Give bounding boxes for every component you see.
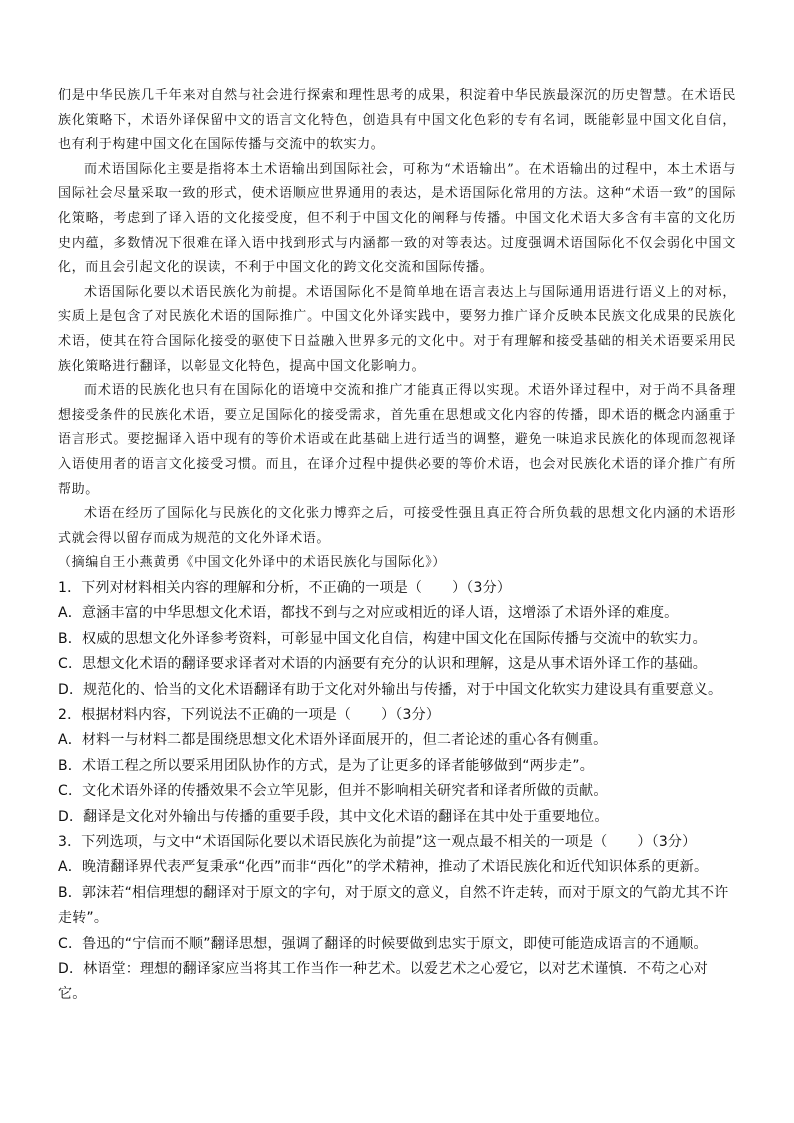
option-d: D．规范化的、恰当的文化术语翻译有助于文化对外输出与传播，对于中国文化软实力建设具有重要意义。 [58, 681, 723, 698]
question-2 [58, 703, 736, 830]
question-3 [58, 830, 736, 1008]
option-b: B．郭沫若“相信理想的翻译对于原文的字句，对于原文的意义，自然不许走转，而对于原文的气韵尤其不许走转”。 [58, 884, 729, 927]
stem-text: 1．下列对材料相关内容的理解和分析，不正确的一项是（ [58, 579, 423, 596]
option-c: C．文化术语外译的传播效果不会立竿见影，但并不影响相关研究者和译者所做的贡献。 [58, 783, 608, 800]
option-a: A．材料一与材料二都是围绕思想文化术语外译面展开的，但二者论述的重心各有侧重。 [58, 732, 608, 749]
question-1 [58, 576, 736, 703]
option-d: D．林语堂：理想的翻译家应当将其工作当作一种艺术。以爱艺术之心爱它，以对艺术谨慎．不苟之心对它。 [58, 960, 708, 1003]
option-b: B．权威的思想文化外译参考资料，可彰显中国文化自信，构建中国文化在国际传播与交流中的软实力。 [58, 630, 707, 647]
exam-page [58, 84, 736, 1008]
stem-score: ）（3分） [452, 579, 512, 596]
option-a: A．晚清翻译界代表严复秉承“化西”而非“西化”的学术精神，推动了术语民族化和近代知识体系的更新。 [58, 859, 709, 876]
question-list [58, 576, 736, 1008]
stem-text: 3．下列选项，与文中“术语国际化要以术语民族化为前提”这一观点最不相关的一项是（ [58, 833, 608, 850]
question-stem [58, 830, 736, 855]
option-b: B．术语工程之所以要采用团队协作的方式，是为了让更多的译者能够做到“两步走”。 [58, 757, 594, 774]
stem-score: ）（3分） [637, 833, 697, 850]
material-paragraph-4: 而术语的民族化也只有在国际化的语境中交流和推广才能真正得以实现。术语外译过程中，对于尚不具备理想接受条件的民族化术语，要立足国际化的接受需求，首先重在思想或文化内容的传播，即术语的概念内涵重于语言形式。要挖掘译入语中现有的等价术语或在此基础上进行适当的调整，避免一味追求民族化的体现而忽视译入语使用者的语言文化接受习惯。而且，在译介过程中提供必要的等价术语，也会对民族化术语的译介推广有所帮助。 [58, 383, 736, 497]
option-d: D．翻译是文化对外输出与传播的重要手段，其中文化术语的翻译在其中处于重要地位。 [58, 808, 609, 825]
source-citation: （摘编自王小燕黄勇《中国文化外译中的术语民族化与国际化》） [58, 555, 446, 571]
stem-score: ）（3分） [381, 706, 441, 723]
material-paragraph-5: 术语在经历了国际化与民族化的文化张力博弈之后，可接受性强且真正符合所负载的思想文化内涵的术语形式就会得以留存而成为规范的文化外译术语。 [58, 506, 736, 546]
stem-text: 2．根据材料内容，下列说法不正确的一项是（ [58, 706, 352, 723]
question-stem [58, 703, 736, 728]
material-paragraph-3: 术语国际化要以术语民族化为前提。术语国际化不是简单地在语言表达上与国际通用语进行语义上的对标，实质上是包含了对民族化术语的国际推广。中国文化外译实践中，要努力推广译介反映本民族文化成果的民族化术语，使其在符合国际化接受的驱使下日益融入世界多元的文化中。对于有理解和接受基础的相关术语要采用民族化策略进行翻译，以彰显文化特色，提高中国文化影响力。 [58, 284, 736, 374]
option-c: C．鲁迅的“宁信而不顺”翻译思想，强调了翻译的时候要做到忠实于原文，即使可能造成语言的不通顺。 [58, 935, 708, 952]
question-stem [58, 576, 736, 601]
material-paragraph-1: 们是中华民族几千年来对自然与社会进行探索和理性思考的成果，积淀着中华民族最深沉的历史智慧。在术语民族化策略下，术语外译保留中文的语言文化特色，创造具有中国文化色彩的专有名词，既能彰显中国文化自信，也有利于构建中国文化在国际传播与交流中的软实力。 [58, 88, 736, 153]
reading-material [58, 84, 736, 576]
material-paragraph-2: 而术语国际化主要是指将本土术语输出到国际社会，可称为“术语输出”。在术语输出的过程中，本土术语与国际社会尽量采取一致的形式，使术语顺应世界通用的表达，是术语国际化常用的方法。这种“术语一致”的国际化策略，考虑到了译入语的文化接受度，但不利于中国文化的阐释与传播。中国文化术语大多含有丰富的文化历史内蕴，多数情况下很难在译入语中找到形式与内涵都一致的对等表达。过度强调术语国际化不仅会弱化中国文化，而且会引起文化的误读，不利于中国文化的跨文化交流和国际传播。 [58, 161, 736, 276]
option-c: C．思想文化术语的翻译要求译者对术语的内涵要有充分的认识和理解，这是从事术语外译工作的基础。 [58, 656, 707, 673]
option-a: A．意涵丰富的中华思想文化术语，都找不到与之对应或相近的译人语，这增添了术语外译的难度。 [58, 605, 679, 622]
